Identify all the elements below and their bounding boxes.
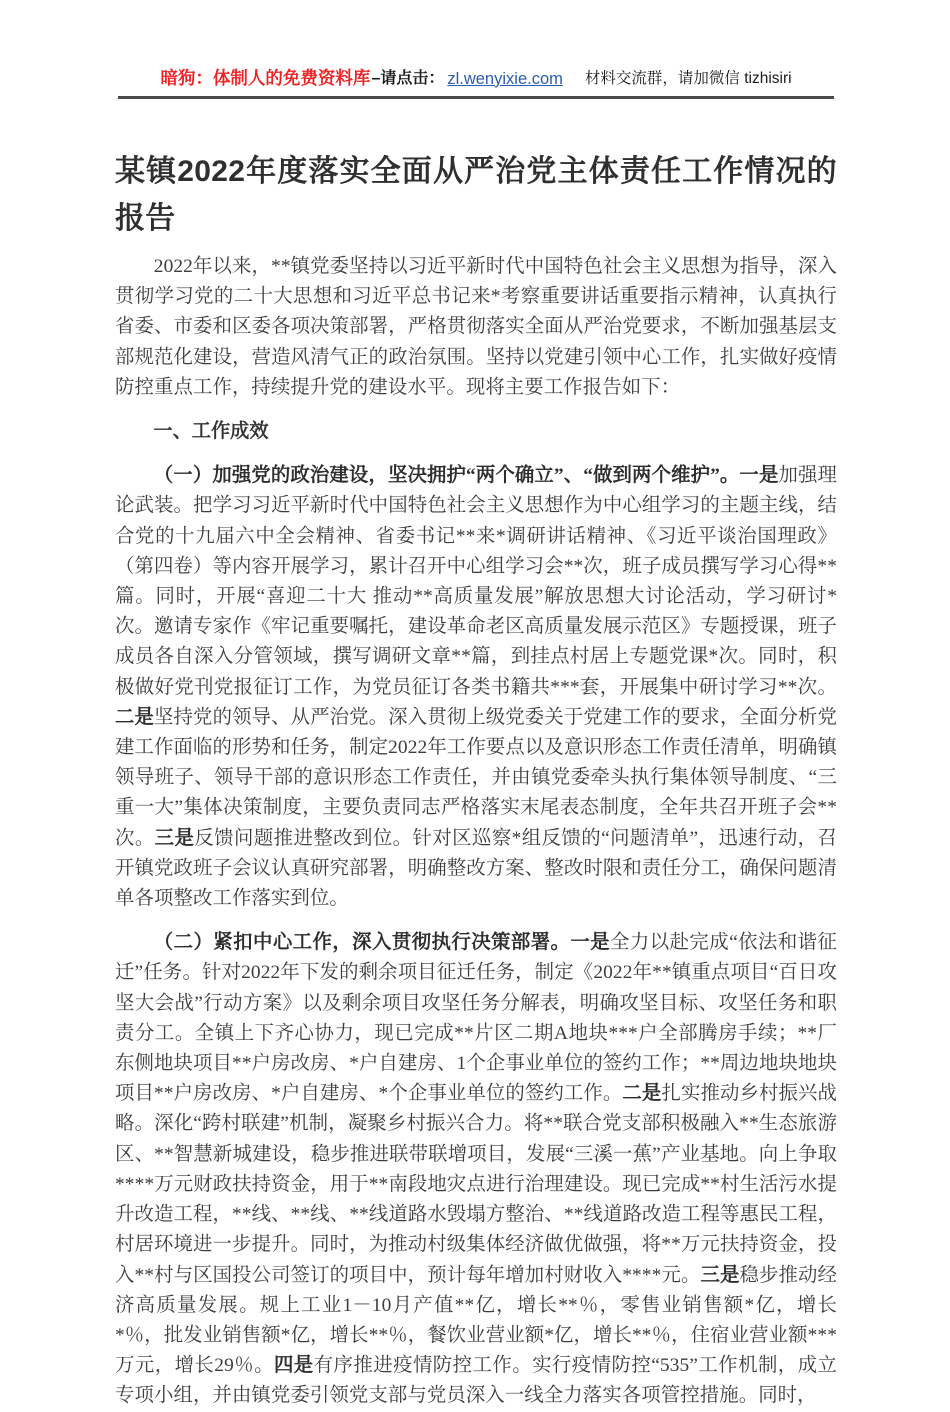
promo-red-text: 暗狗：体制人的免费资料库 — [160, 68, 371, 89]
text-run: 扎实推动乡村振兴战略。深化“跨村联建”机制，凝聚乡村振兴合力。将**联合党支部积极融入**生态旅游区、**智慧新城建设，稳步推进联带联增项目，发展“三溪一蕉”产业基地。向上争取****万元财政扶持资金，用于**南段地灾点进行治理建设。现已完成**村生活污水提升改造工程，**线、**线、**线道路水毁塌方整治、**线道路改造工程等惠民工程，村居环境进一步提升。同时，为推动村级集体经济做优做强，将**万元扶持资金，投入**村与区国投公司签订的项目中，预计每年增加村财收入****元。 — [115, 1083, 837, 1286]
document-body — [115, 252, 837, 1412]
section-heading: 一、工作成效 — [153, 421, 269, 443]
text-run: 坚持党的领导、从严治党。深入贯彻上级党委关于党建工作的要求，全面分析党建工作面临的形势和任务，制定2022年工作要点以及意识形态工作责任清单，明确镇领导班子、领导干部的意识形态工作责任，并由镇党委牵头执行集体领导制度、“三重一大”集体决策制度，主要负责同志严格落实末尾表态制度，全年共召开班子会**次。 — [115, 706, 837, 849]
text-run: 加强理论武装。把学习习近平新时代中国特色社会主义思想作为中心组学习的主题主线，结合党的十九届六中全会精神、省委书记**来*调研讲话精神、《习近平谈治国理政》（第四卷）等内容开展学习，累计召开中心组学习会**次，班子成员撰写学习心得**篇。同时，开展“喜迎二十大 推动**高质量发展”解放思想大讨论活动，学习研讨*次。邀请专家作《牢记重要嘱托，建设革命老区高质量发展示范区》专题授课，班子成员各自深入分管领域，撰写调研文章**篇，到挂点村居上专题党课*次。同时，积极做好党刊党报征订工作，为党员征订各类书籍共***套，开展集中研讨学习**次。 — [115, 465, 837, 698]
emphasis-run: （二）紧扣中心工作，深入贯彻执行决策部署。一是 — [153, 932, 611, 954]
emphasis-run: 四是 — [273, 1355, 314, 1377]
promo-wechat-text: 材料交流群，请加微信 tizhisiri — [584, 70, 792, 88]
promo-banner — [118, 62, 834, 96]
text-run: 反馈问题推进整改到位。针对区巡察*组反馈的“问题清单”，迅速行动，召开镇党政班子会议认真研究部署，明确整改方案、整改时限和责任分工，确保问题清单各项整改工作落实到位。 — [115, 827, 838, 910]
promo-link[interactable]: zl.wenyixie.com — [447, 69, 563, 88]
text-run: 有序推进疫情防控工作。实行疫情防控“535”工作机制，成立专项小组，并由镇党委引领党支部与党员深入一线全力落实各项管控措施。同时， — [115, 1355, 838, 1407]
emphasis-run: 三是 — [700, 1264, 740, 1286]
banner-divider — [118, 96, 834, 99]
text-run: 稳步推动经济高质量发展。规上工业1－10月产值**亿，增长**％，零售业销售额*亿，增长*％，批发业销售额*亿，增长**％，餐饮业营业额*亿，增长**％，住宿业营业额***万元，增长29％。 — [115, 1264, 837, 1377]
body-paragraph: 2022年以来，**镇党委坚持以习近平新时代中国特色社会主义思想为指导，深入贯彻学习党的二十大思想和习近平总书记来*考察重要讲话重要指示精神，认真执行省委、市委和区委各项决策部署，严格贯彻落实全面从严治党要求，不断加强基层支部规范化建设，营造风清气正的政治氛围。坚持以党建引领中心工作，扎实做好疫情防控重点工作，持续提升党的建设水平。现将主要工作报告如下： — [115, 256, 837, 398]
emphasis-run: 二是 — [622, 1083, 662, 1105]
emphasis-run: 二是 — [115, 706, 155, 728]
promo-click-prompt: –请点击： — [371, 70, 445, 87]
emphasis-run: （一）加强党的政治建设，坚决拥护“两个确立”、“做到两个维护”。一是 — [153, 465, 779, 487]
body-paragraph — [115, 928, 837, 1411]
body-paragraph — [115, 461, 837, 914]
text-run: 全力以赴完成“依法和谐征迁”任务。针对2022年下发的剩余项目征迁任务，制定《2022年**镇重点项目“百日攻坚大会战”行动方案》以及剩余项目攻坚任务分解表，明确攻坚目标、攻坚任务和职责分工。全镇上下齐心协力，现已完成**片区二期A地块***户全部腾房手续；**厂东侧地块项目**户房改房、*户自建房、1个企事业单位的签约工作；**周边地块地块项目**户房改房、*户自建房、*个企事业单位的签约工作。 — [115, 932, 837, 1105]
page-title: 某镇2022年度落实全面从严治党主体责任工作情况的报告 — [115, 155, 837, 235]
emphasis-run: 三是 — [154, 827, 195, 849]
